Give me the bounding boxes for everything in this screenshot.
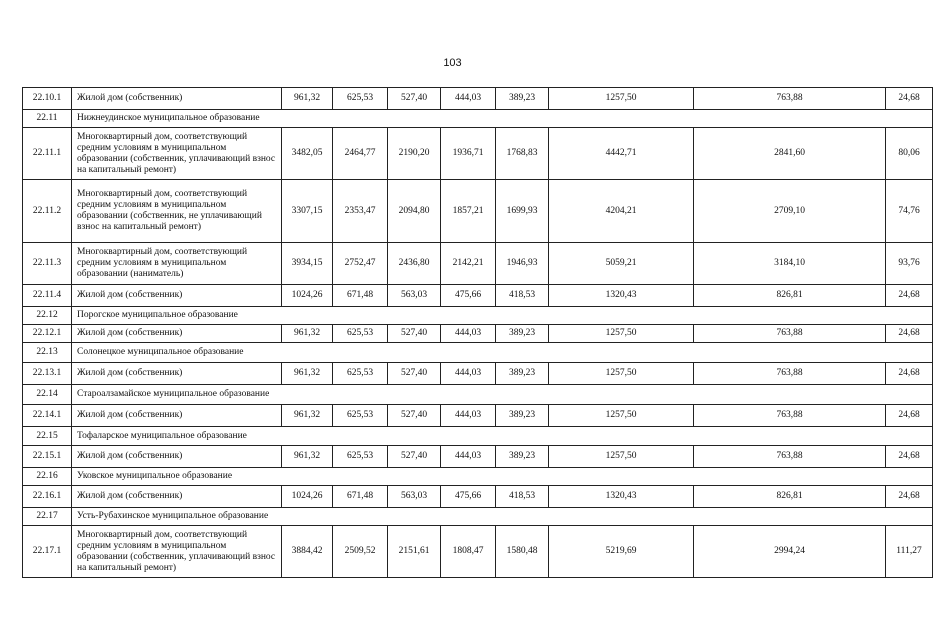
value-cell: 444,03 (441, 325, 496, 343)
value-cell: 74,76 (886, 180, 933, 243)
value-cell: 763,88 (694, 88, 886, 110)
value-cell: 418,53 (496, 285, 549, 307)
value-cell: 1946,93 (496, 243, 549, 285)
value-cell: 527,40 (388, 405, 441, 427)
row-code: 22.14.1 (23, 405, 72, 427)
value-cell: 2841,60 (694, 128, 886, 180)
value-cell: 24,68 (886, 486, 933, 508)
value-cell: 1320,43 (549, 285, 694, 307)
table-row (23, 405, 933, 427)
row-description: Жилой дом (собственник) (72, 88, 282, 110)
value-cell: 2094,80 (388, 180, 441, 243)
value-cell: 4442,71 (549, 128, 694, 180)
value-cell: 389,23 (496, 405, 549, 427)
value-cell: 4204,21 (549, 180, 694, 243)
value-cell: 1257,50 (549, 446, 694, 468)
row-code: 22.12 (23, 307, 72, 325)
row-description: Жилой дом (собственник) (72, 325, 282, 343)
value-cell: 2436,80 (388, 243, 441, 285)
row-code: 22.15.1 (23, 446, 72, 468)
value-cell: 3884,42 (282, 526, 333, 578)
table-body (23, 88, 933, 578)
value-cell: 1257,50 (549, 405, 694, 427)
section-title: Усть-Рубахинское муниципальное образование (72, 508, 933, 526)
value-cell: 1024,26 (282, 285, 333, 307)
row-code: 22.11 (23, 110, 72, 128)
row-code: 22.16 (23, 468, 72, 486)
row-description: Жилой дом (собственник) (72, 285, 282, 307)
value-cell: 2151,61 (388, 526, 441, 578)
value-cell: 1320,43 (549, 486, 694, 508)
section-title: Тофаларское муниципальное образование (72, 427, 933, 446)
row-description: Жилой дом (собственник) (72, 446, 282, 468)
row-description: Многоквартирный дом, соответствующий средним условиям в муниципальном образовании (собственник, уплачивающий взнос на капитальный ремонт) (72, 128, 282, 180)
value-cell: 1580,48 (496, 526, 549, 578)
value-cell: 527,40 (388, 446, 441, 468)
value-cell: 563,03 (388, 486, 441, 508)
value-cell: 625,53 (333, 405, 388, 427)
value-cell: 2142,21 (441, 243, 496, 285)
value-cell: 24,68 (886, 405, 933, 427)
value-cell: 671,48 (333, 285, 388, 307)
row-code: 22.13 (23, 343, 72, 363)
value-cell: 763,88 (694, 405, 886, 427)
section-row (23, 508, 933, 526)
row-code: 22.15 (23, 427, 72, 446)
value-cell: 2353,47 (333, 180, 388, 243)
value-cell: 625,53 (333, 446, 388, 468)
value-cell: 80,06 (886, 128, 933, 180)
table-row (23, 88, 933, 110)
section-title: Порогское муниципальное образование (72, 307, 933, 325)
value-cell: 527,40 (388, 325, 441, 343)
value-cell: 763,88 (694, 363, 886, 385)
row-code: 22.11.2 (23, 180, 72, 243)
section-row (23, 427, 933, 446)
value-cell: 475,66 (441, 285, 496, 307)
section-row (23, 110, 933, 128)
value-cell: 961,32 (282, 363, 333, 385)
value-cell: 527,40 (388, 88, 441, 110)
value-cell: 826,81 (694, 285, 886, 307)
table-row (23, 363, 933, 385)
value-cell: 961,32 (282, 88, 333, 110)
row-code: 22.11.1 (23, 128, 72, 180)
value-cell: 563,03 (388, 285, 441, 307)
table-row (23, 526, 933, 578)
table-row (23, 128, 933, 180)
value-cell: 3934,15 (282, 243, 333, 285)
value-cell: 1024,26 (282, 486, 333, 508)
value-cell: 24,68 (886, 363, 933, 385)
table-row (23, 180, 933, 243)
value-cell: 961,32 (282, 405, 333, 427)
row-code: 22.12.1 (23, 325, 72, 343)
value-cell: 1857,21 (441, 180, 496, 243)
value-cell: 444,03 (441, 405, 496, 427)
value-cell: 3307,15 (282, 180, 333, 243)
value-cell: 625,53 (333, 363, 388, 385)
row-description: Многоквартирный дом, соответствующий средним условиям в муниципальном образовании (собственник, не уплачивающий взнос на капитальный ремонт) (72, 180, 282, 243)
row-code: 22.13.1 (23, 363, 72, 385)
value-cell: 2994,24 (694, 526, 886, 578)
row-code: 22.16.1 (23, 486, 72, 508)
value-cell: 1257,50 (549, 363, 694, 385)
value-cell: 444,03 (441, 88, 496, 110)
section-row (23, 385, 933, 405)
value-cell: 3184,10 (694, 243, 886, 285)
value-cell: 389,23 (496, 446, 549, 468)
section-title: Нижнеудинское муниципальное образование (72, 110, 933, 128)
row-code: 22.11.4 (23, 285, 72, 307)
row-description: Жилой дом (собственник) (72, 486, 282, 508)
section-title: Уковское муниципальное образование (72, 468, 933, 486)
value-cell: 527,40 (388, 363, 441, 385)
row-code: 22.11.3 (23, 243, 72, 285)
value-cell: 5059,21 (549, 243, 694, 285)
tariff-table (22, 87, 933, 578)
row-description: Жилой дом (собственник) (72, 363, 282, 385)
value-cell: 24,68 (886, 88, 933, 110)
value-cell: 961,32 (282, 325, 333, 343)
value-cell: 24,68 (886, 325, 933, 343)
value-cell: 444,03 (441, 446, 496, 468)
value-cell: 1257,50 (549, 88, 694, 110)
row-description: Многоквартирный дом, соответствующий средним условиям в муниципальном образовании (наниматель) (72, 243, 282, 285)
table-row (23, 446, 933, 468)
value-cell: 826,81 (694, 486, 886, 508)
section-row (23, 307, 933, 325)
value-cell: 475,66 (441, 486, 496, 508)
value-cell: 389,23 (496, 363, 549, 385)
row-code: 22.14 (23, 385, 72, 405)
value-cell: 2190,20 (388, 128, 441, 180)
value-cell: 389,23 (496, 88, 549, 110)
value-cell: 763,88 (694, 325, 886, 343)
row-description: Многоквартирный дом, соответствующий средним условиям в муниципальном образовании (собственник, уплачивающий взнос на капитальный ремонт) (72, 526, 282, 578)
row-code: 22.17 (23, 508, 72, 526)
value-cell: 5219,69 (549, 526, 694, 578)
value-cell: 2709,10 (694, 180, 886, 243)
section-row (23, 343, 933, 363)
value-cell: 671,48 (333, 486, 388, 508)
value-cell: 1257,50 (549, 325, 694, 343)
value-cell: 111,27 (886, 526, 933, 578)
value-cell: 24,68 (886, 285, 933, 307)
section-row (23, 468, 933, 486)
value-cell: 2752,47 (333, 243, 388, 285)
value-cell: 24,68 (886, 446, 933, 468)
page-number: 103 (443, 57, 462, 69)
table-row (23, 486, 933, 508)
row-code: 22.10.1 (23, 88, 72, 110)
value-cell: 418,53 (496, 486, 549, 508)
section-title: Староалзамайское муниципальное образование (72, 385, 933, 405)
value-cell: 2509,52 (333, 526, 388, 578)
value-cell: 93,76 (886, 243, 933, 285)
value-cell: 389,23 (496, 325, 549, 343)
value-cell: 2464,77 (333, 128, 388, 180)
section-title: Солонецкое муниципальное образование (72, 343, 933, 363)
value-cell: 961,32 (282, 446, 333, 468)
value-cell: 625,53 (333, 88, 388, 110)
value-cell: 1768,83 (496, 128, 549, 180)
table-row (23, 243, 933, 285)
value-cell: 1936,71 (441, 128, 496, 180)
row-description: Жилой дом (собственник) (72, 405, 282, 427)
value-cell: 1699,93 (496, 180, 549, 243)
row-code: 22.17.1 (23, 526, 72, 578)
table-row (23, 325, 933, 343)
value-cell: 444,03 (441, 363, 496, 385)
value-cell: 3482,05 (282, 128, 333, 180)
value-cell: 1808,47 (441, 526, 496, 578)
table-row (23, 285, 933, 307)
value-cell: 763,88 (694, 446, 886, 468)
value-cell: 625,53 (333, 325, 388, 343)
